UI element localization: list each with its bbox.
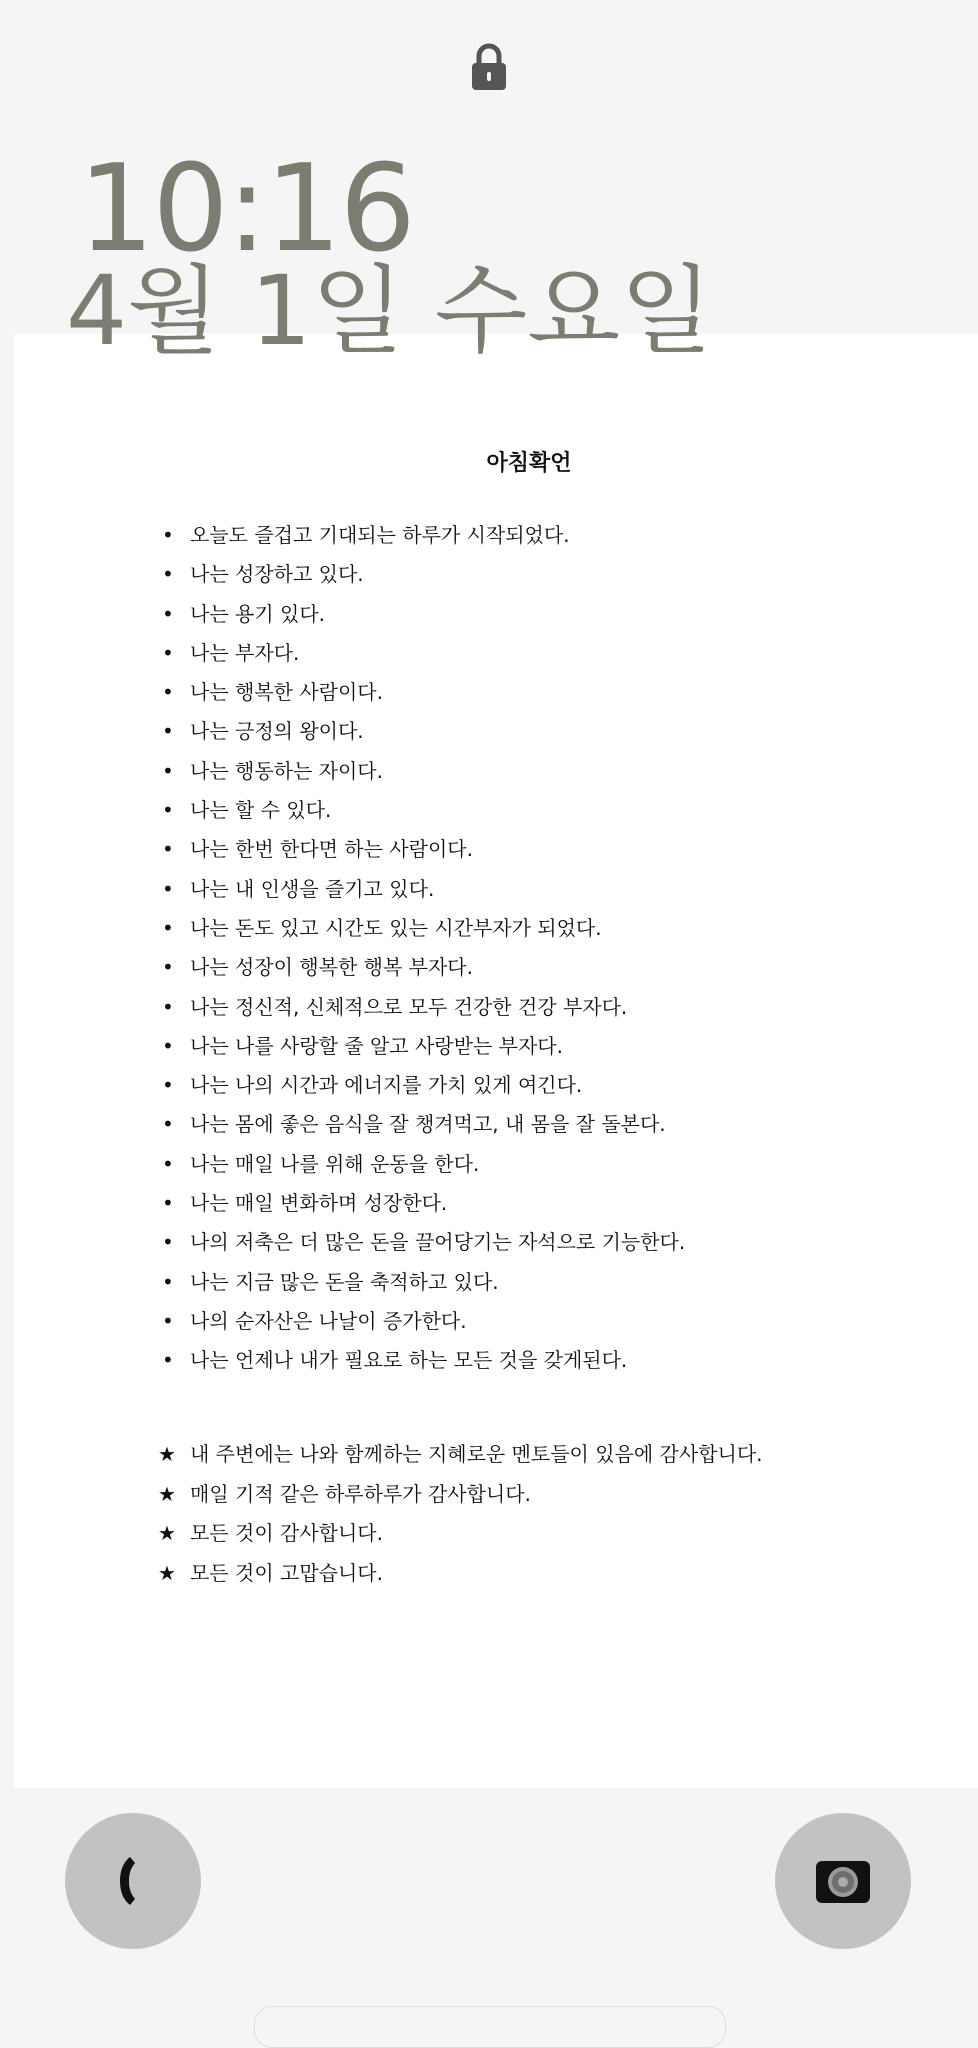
affirmation-list [160,516,685,1381]
affirmation-item: • 나는 나의 시간과 에너지를 가치 있게 여긴다. [160,1066,685,1105]
bottom-unlock-area[interactable] [254,2006,726,2048]
affirmation-item: • 나는 매일 나를 위해 운동을 한다. [160,1145,685,1184]
affirmation-item: • 나는 행복한 사람이다. [160,673,685,712]
affirmation-item: • 나는 매일 변화하며 성장한다. [160,1184,685,1223]
camera-icon [815,1858,871,1904]
gratitude-item: ★ 매일 기적 같은 하루하루가 감사합니다. [160,1475,763,1515]
affirmation-item: • 나는 행동하는 자이다. [160,752,685,791]
affirmation-item: • 나는 내 인생을 즐기고 있다. [160,870,685,909]
document-title: 아침확언 [486,451,572,476]
affirmation-item: • 나는 할 수 있다. [160,791,685,830]
affirmation-item: • 나는 몸에 좋은 음식을 잘 챙겨먹고, 내 몸을 잘 돌본다. [160,1105,685,1144]
affirmation-item: • 나의 순자산은 나날이 증가한다. [160,1302,685,1341]
clock-date: 4월 1일 수요일 [66,255,713,367]
lock-icon [469,42,509,92]
gratitude-item: ★ 내 주변에는 나와 함께하는 지혜로운 멘토들이 있음에 감사합니다. [160,1435,763,1475]
affirmation-item: • 나는 용기 있다. [160,595,685,634]
phone-icon [118,1853,148,1909]
affirmation-item: • 나는 지금 많은 돈을 축적하고 있다. [160,1263,685,1302]
affirmation-item: • 오늘도 즐겁고 기대되는 하루가 시작되었다. [160,516,685,555]
clock-time: 10:16 [78,140,414,279]
affirmation-item: • 나는 언제나 내가 필요로 하는 모든 것을 갖게된다. [160,1341,685,1380]
affirmation-item: • 나는 성장하고 있다. [160,555,685,594]
affirmation-item: • 나는 돈도 있고 시간도 있는 시간부자가 되었다. [160,909,685,948]
affirmation-item: • 나는 한번 한다면 하는 사람이다. [160,830,685,869]
phone-shortcut-button[interactable] [65,1813,201,1949]
affirmation-item: • 나는 나를 사랑할 줄 알고 사랑받는 부자다. [160,1027,685,1066]
affirmation-item: • 나의 저축은 더 많은 돈을 끌어당기는 자석으로 기능한다. [160,1223,685,1262]
camera-shortcut-button[interactable] [775,1813,911,1949]
affirmation-item: • 나는 긍정의 왕이다. [160,712,685,751]
affirmation-item: • 나는 성장이 행복한 행복 부자다. [160,948,685,987]
gratitude-list [160,1435,763,1593]
affirmation-item: • 나는 정신적, 신체적으로 모두 건강한 건강 부자다. [160,988,685,1027]
gratitude-item: ★ 모든 것이 감사합니다. [160,1514,763,1554]
wallpaper-document [14,334,978,1788]
gratitude-item: ★ 모든 것이 고맙습니다. [160,1554,763,1594]
affirmation-item: • 나는 부자다. [160,634,685,673]
